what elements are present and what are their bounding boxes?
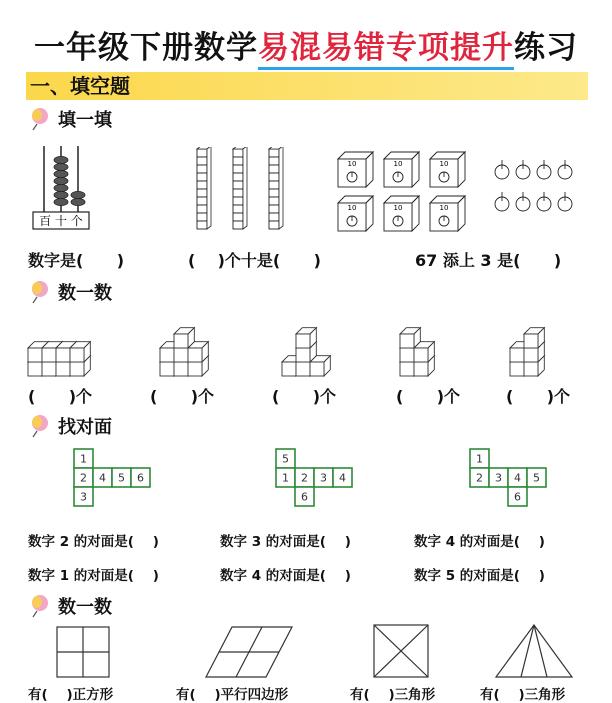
fill-blank-1: 数字是( ) [28,251,125,270]
box-label: 10 [347,160,357,168]
cube-net [470,449,546,506]
count-blank-4: ( )个 [396,387,461,406]
balloon-icon [28,107,50,131]
face-q1: 数字 2 的对面是( ) [28,534,159,550]
net-cell-number: 1 [80,452,87,466]
cube-net [74,449,150,506]
shape-q3: 有( )三角形 [350,687,436,703]
bundles-figure [492,160,587,230]
face-q4: 数字 1 的对面是( ) [28,568,159,584]
net-cell-number: 1 [282,471,289,485]
net-cell-number: 2 [476,471,483,485]
abacus-label: 百 十 个 [39,214,83,228]
net-cell-number: 2 [301,471,308,485]
box-label: 10 [393,204,403,212]
net-cell-number: 5 [118,471,125,485]
ten-sticks-figure [193,147,293,233]
shape-q4: 有( )三角形 [480,687,566,703]
count-blank-2: ( )个 [150,387,215,406]
face-q6: 数字 5 的对面是( ) [414,568,545,584]
fill-blank-2: ( )个十是( ) [188,251,321,270]
title-highlight: 易混易错专项提升 [258,30,514,66]
shape-q1: 有( )正方形 [28,687,114,703]
ten-stick [269,147,283,229]
ten-box [338,152,373,187]
ten-box [338,196,373,231]
ten-boxes-figure [336,148,476,234]
triangle-fan-shape [496,625,572,677]
bundle [516,192,530,211]
bundle [495,192,509,211]
count-blank-1: ( )个 [28,387,93,406]
ten-box [384,152,419,187]
net-cell-number: 2 [80,471,87,485]
cube-nets-figure [0,446,612,516]
net-cell-number: 6 [137,471,144,485]
net-cell-number: 4 [514,471,521,485]
cube-stacks-figure [20,310,595,380]
ten-box [384,196,419,231]
cube-stack [282,328,330,376]
box-label: 10 [393,160,403,168]
net-cell-number: 5 [533,471,540,485]
balloon-icon [28,594,50,618]
cube-net [276,449,352,506]
fill-blank-3: 67 添上 3 是( ) [415,251,562,270]
page-title: 一年级下册数学易混易错专项提升练习 [34,30,578,66]
box-label: 10 [439,204,449,212]
net-cell-number: 3 [320,471,327,485]
net-cell-number: 1 [476,452,483,466]
net-cell-number: 5 [282,452,289,466]
shape-q2: 有( )平行四边形 [176,687,289,703]
net-cell-number: 3 [80,490,87,504]
count-blank-5: ( )个 [506,387,571,406]
bundle [558,192,572,211]
face-q5: 数字 4 的对面是( ) [220,568,351,584]
subsection-faces: 找对面 [28,413,112,439]
ten-box [430,152,465,187]
cube-stack [400,328,434,376]
net-cell-number: 6 [514,490,521,504]
face-q3: 数字 4 的对面是( ) [414,534,545,550]
ten-stick [233,147,247,229]
box-label: 10 [439,160,449,168]
balloon-icon [28,280,50,304]
bundle [537,160,551,179]
subsection-shapes: 数一数 [28,593,112,619]
net-cell-number: 4 [339,471,346,485]
ten-box [430,196,465,231]
shapes-figure [0,622,612,682]
bundle [495,160,509,179]
cube-stack [28,342,90,376]
subsection-fill: 填一填 [28,106,112,132]
bundle [537,192,551,211]
subsection-count: 数一数 [28,279,112,305]
net-cell-number: 6 [301,490,308,504]
net-cell-number: 3 [495,471,502,485]
count-blank-3: ( )个 [272,387,337,406]
section-header: 一、填空题 [26,72,588,100]
net-cell-number: 4 [99,471,106,485]
ten-stick [197,147,211,229]
box-label: 10 [347,204,357,212]
abacus-figure [30,140,92,232]
balloon-icon [28,414,50,438]
bundle [558,160,572,179]
cube-stack [160,328,208,376]
bundle [516,160,530,179]
cube-stack [510,328,544,376]
face-q2: 数字 3 的对面是( ) [220,534,351,550]
